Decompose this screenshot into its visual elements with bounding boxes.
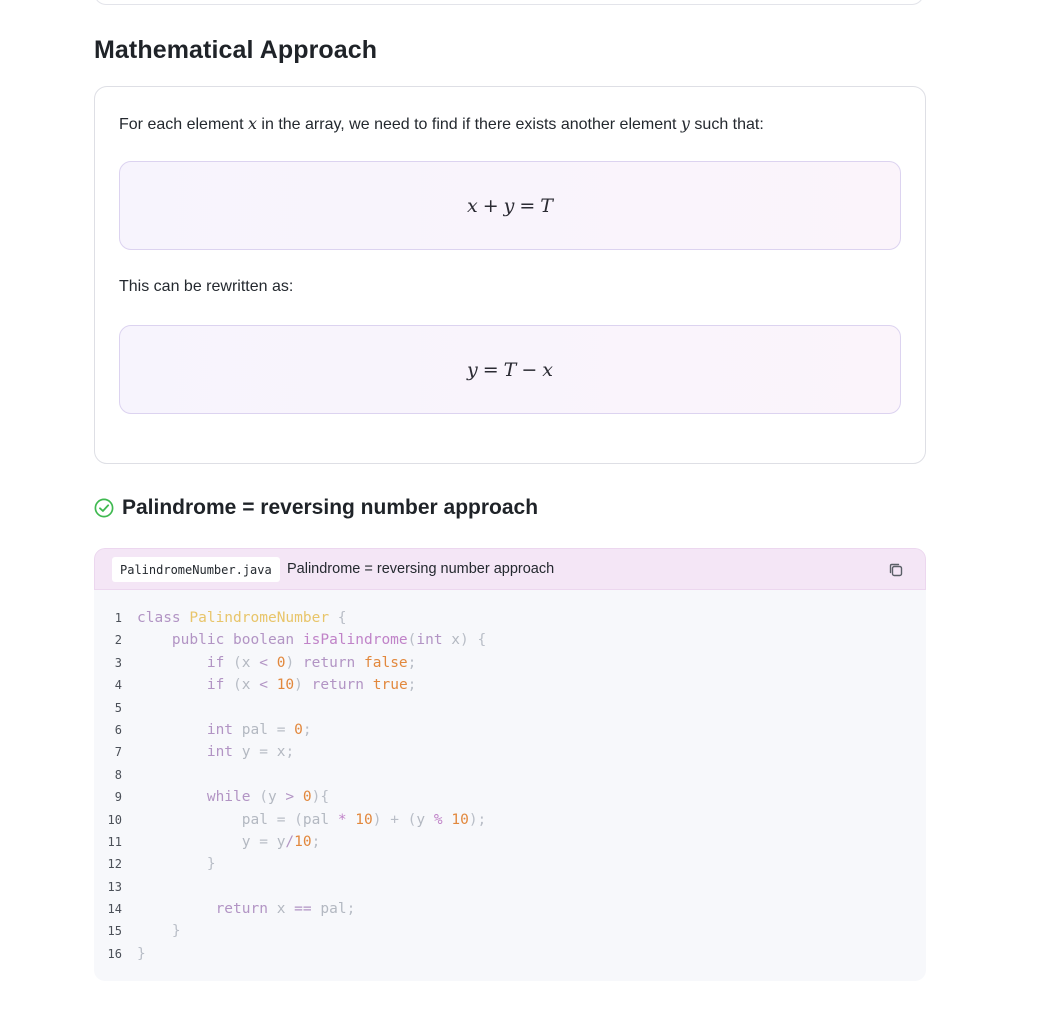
code-token: false	[364, 654, 408, 671]
code-line	[94, 809, 926, 831]
code-line	[94, 920, 926, 942]
section-title: Mathematical Approach	[94, 36, 378, 64]
code-token: y	[137, 833, 260, 850]
code-text	[137, 853, 216, 875]
code-token: (	[259, 789, 268, 806]
code-token: pal	[302, 811, 338, 828]
code-token: class	[137, 610, 190, 626]
code-token: ;	[346, 901, 356, 918]
code-token: isPalindrome	[302, 632, 408, 649]
code-token: if	[137, 677, 234, 694]
line-number: 1	[114, 611, 122, 625]
formula-term: T	[503, 358, 517, 381]
code-line	[94, 741, 926, 763]
code-token: <	[259, 677, 277, 694]
code-token: 0	[276, 654, 286, 671]
line-number: 3	[114, 655, 122, 670]
code-token: }	[137, 856, 216, 873]
line-number: 9	[114, 790, 122, 805]
line-number: 12	[107, 857, 122, 872]
code-token: 10	[276, 677, 295, 694]
code-token: int	[137, 721, 242, 738]
code-token: 0	[294, 721, 303, 738]
code-token: }	[137, 923, 181, 940]
code-token: /	[285, 833, 295, 850]
code-token: while	[137, 789, 260, 806]
code-token: return	[311, 677, 373, 694]
code-token: 10	[294, 833, 312, 850]
code-line	[94, 943, 926, 965]
code-token: 10	[451, 811, 469, 828]
code-header	[94, 548, 926, 590]
intro-text-pre: For each element	[119, 116, 248, 133]
code-text	[137, 920, 181, 942]
code-token: return	[302, 654, 365, 671]
code-token: %	[433, 811, 452, 828]
code-token: = (	[276, 811, 303, 828]
formula-box-sum	[119, 161, 901, 250]
code-token: y	[241, 744, 260, 761]
code-block	[94, 548, 926, 981]
code-token: int	[416, 632, 452, 649]
filename-tab[interactable]: PalindromeNumber.java	[112, 557, 280, 582]
copy-icon[interactable]	[887, 561, 905, 579]
code-token: y	[267, 789, 286, 806]
line-number: 13	[107, 879, 122, 894]
code-token: (	[233, 677, 242, 694]
code-line	[94, 853, 926, 875]
line-number: 15	[107, 924, 122, 939]
code-line	[94, 898, 926, 920]
code-line	[94, 652, 926, 674]
code-text	[137, 674, 416, 696]
code-token: 10	[355, 811, 373, 828]
code-token: >	[285, 789, 303, 806]
code-token: PalindromeNumber	[189, 610, 330, 626]
solution-title: Palindrome = reversing number approach	[122, 496, 539, 519]
intro-text-mid: in the array, we need to find if there exists another element	[256, 116, 681, 133]
code-text	[137, 898, 355, 920]
code-line	[94, 719, 926, 741]
math-var-x: x	[247, 114, 257, 133]
line-number: 2	[114, 633, 122, 648]
line-number: 16	[107, 946, 122, 961]
code-token: return	[137, 901, 277, 918]
code-token: ){	[311, 789, 330, 806]
line-number: 11	[107, 834, 122, 849]
line-number: 4	[114, 678, 122, 693]
code-token: *	[337, 811, 356, 828]
math-card	[94, 86, 926, 464]
solution-heading	[94, 496, 538, 520]
code-token: ) + (	[372, 811, 417, 828]
code-token: (	[233, 654, 242, 671]
code-body[interactable]	[94, 607, 926, 965]
formula-operator: +	[482, 194, 499, 217]
code-line	[94, 876, 926, 898]
code-token: 0	[302, 789, 312, 806]
code-token: y	[416, 811, 434, 828]
code-token: ;	[302, 721, 312, 738]
formula-box-difference	[119, 325, 901, 414]
formula-operator: =	[482, 358, 499, 381]
code-token: )	[294, 677, 312, 694]
code-token: true	[372, 677, 408, 694]
code-line	[94, 697, 926, 719]
code-text	[137, 741, 294, 763]
line-number: 7	[114, 745, 122, 760]
code-token: );	[468, 811, 487, 828]
formula-term: y	[503, 194, 515, 217]
code-text	[137, 719, 312, 741]
code-token: ;	[311, 833, 321, 850]
code-token: }	[137, 945, 146, 962]
formula-operator: −	[521, 358, 538, 381]
check-circle-icon	[94, 498, 114, 518]
line-number: 6	[114, 722, 122, 737]
code-token: pal	[137, 811, 277, 828]
math-var-y: y	[680, 114, 690, 133]
code-token: )	[285, 654, 303, 671]
code-text	[137, 786, 329, 808]
rewrite-paragraph: This can be rewritten as:	[119, 278, 294, 295]
code-token: ;	[285, 744, 295, 761]
formula-operator: =	[519, 194, 536, 217]
code-token: {	[329, 610, 347, 626]
code-token: x	[276, 744, 286, 761]
code-token: int	[137, 744, 242, 761]
code-line	[94, 629, 926, 651]
code-token: ) {	[460, 632, 487, 649]
code-token: x	[241, 654, 260, 671]
code-line	[94, 674, 926, 696]
code-text	[137, 831, 320, 853]
intro-paragraph	[119, 114, 764, 134]
code-token: pal	[241, 721, 277, 738]
code-token: =	[259, 833, 277, 850]
line-number: 5	[114, 700, 122, 715]
code-header-title: Palindrome = reversing number approach	[287, 561, 555, 577]
code-text	[137, 943, 146, 965]
code-line	[94, 607, 926, 629]
code-token: (	[407, 632, 417, 649]
code-token: public boolean	[137, 632, 303, 649]
code-token: =	[276, 721, 295, 738]
code-line	[94, 786, 926, 808]
code-text	[137, 607, 347, 629]
code-token: y	[276, 833, 286, 850]
code-token: ;	[407, 654, 417, 671]
code-token: ==	[294, 901, 321, 918]
code-token: <	[259, 654, 277, 671]
line-number: 8	[114, 767, 122, 782]
code-token: =	[259, 744, 277, 761]
line-number: 10	[107, 812, 122, 827]
code-token: ;	[407, 677, 417, 694]
code-token: if	[137, 654, 234, 671]
formula-term: T	[540, 194, 553, 217]
code-line	[94, 764, 926, 786]
previous-card-edge	[94, 0, 924, 5]
code-line	[94, 831, 926, 853]
formula-term: x	[542, 358, 553, 381]
formula-term: x	[467, 194, 478, 217]
code-token: x	[241, 677, 260, 694]
code-text	[137, 652, 416, 674]
intro-text-post: such that:	[689, 116, 764, 133]
formula-term: y	[467, 358, 478, 381]
code-token: x	[276, 901, 295, 918]
code-text	[137, 809, 486, 831]
code-token: x	[451, 632, 461, 649]
line-number: 14	[107, 902, 122, 917]
code-text	[137, 629, 486, 651]
code-token: pal	[320, 901, 347, 918]
